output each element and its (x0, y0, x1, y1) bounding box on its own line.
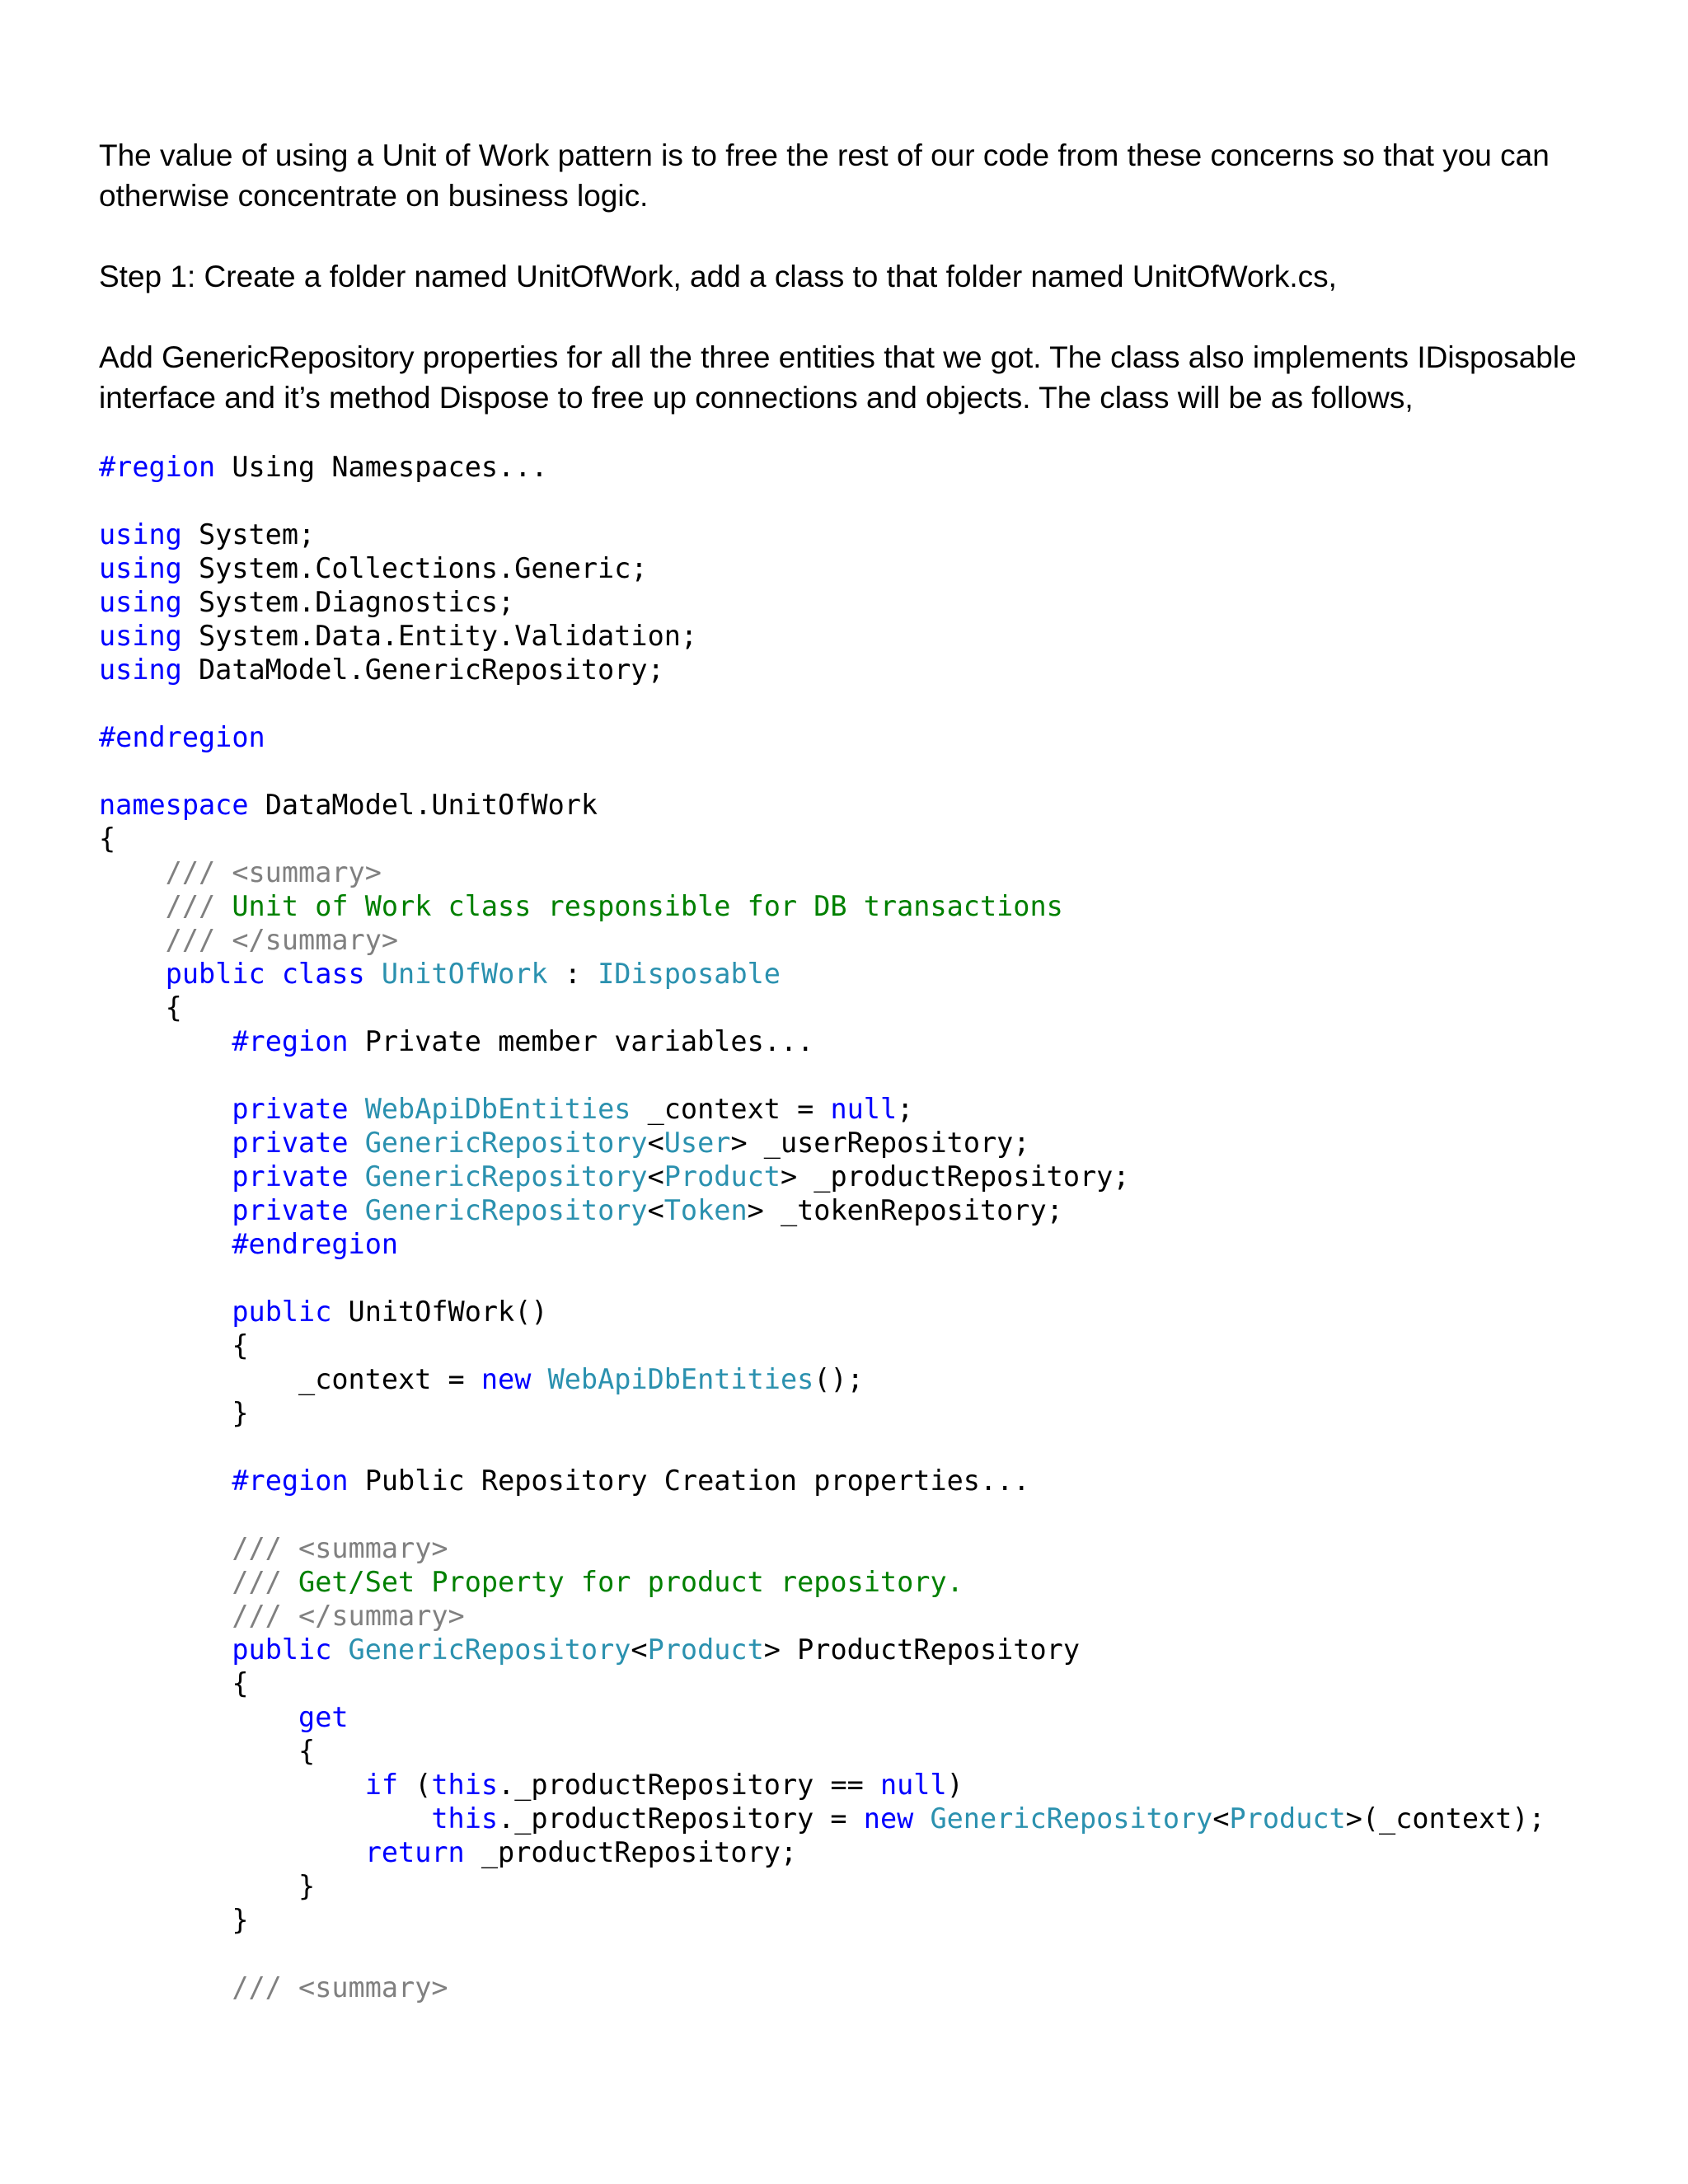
code-token: ( (398, 1769, 432, 1801)
code-token: { (99, 823, 116, 855)
code-line (99, 889, 1607, 923)
code-token: Get/Set Property for product repository. (281, 1566, 964, 1598)
code-token: using (99, 552, 182, 584)
code-token: get (298, 1701, 349, 1733)
code-token: private (232, 1160, 349, 1193)
code-line (99, 1903, 1607, 1937)
code-token: #endregion (232, 1228, 399, 1260)
code-token: { (99, 1329, 249, 1361)
code-line (99, 957, 1607, 991)
code-token: Product (663, 1160, 781, 1193)
code-line (99, 1362, 1607, 1396)
code-token: Private member variables... (348, 1025, 814, 1057)
code-line (99, 1835, 1607, 1869)
code-token: this (431, 1802, 499, 1835)
code-token: new (863, 1802, 914, 1835)
code-token: private (232, 1127, 349, 1159)
code-line (99, 1599, 1607, 1633)
code-token: /// (99, 890, 216, 922)
code-token: < (647, 1127, 664, 1159)
code-token: WebApiDbEntities (364, 1093, 631, 1125)
code-token: GenericRepository (364, 1194, 648, 1226)
code-token (99, 1228, 232, 1260)
code-line (99, 1802, 1607, 1835)
code-line (99, 619, 1607, 653)
code-line (99, 1024, 1607, 1058)
code-token: #endregion (99, 721, 265, 753)
code-token: private (232, 1093, 349, 1125)
code-token: Using Namespaces... (215, 451, 548, 483)
code-token: >(_context); (1345, 1802, 1545, 1835)
code-token: using (99, 586, 182, 618)
code-token: /// </summary> (99, 1600, 465, 1632)
code-token: System.Data.Entity.Validation; (181, 620, 698, 652)
code-token: ._productRepository == (498, 1769, 880, 1801)
code-line (99, 754, 1607, 788)
code-token: using (99, 654, 182, 686)
code-token (349, 1160, 365, 1193)
code-token: public (232, 1296, 332, 1328)
code-line (99, 822, 1607, 855)
code-line (99, 788, 1607, 822)
code-line (99, 484, 1607, 518)
code-token: User (663, 1127, 731, 1159)
code-line (99, 653, 1607, 687)
code-line (99, 1430, 1607, 1464)
code-line (99, 1971, 1607, 2004)
step-1-paragraph: Step 1: Create a folder named UnitOfWork, add a class to that folder named UnitOfWork.cs, (99, 260, 1337, 293)
code-token: new (481, 1363, 532, 1395)
code-token: WebApiDbEntities (547, 1363, 814, 1395)
code-line (99, 1058, 1607, 1092)
code-line (99, 450, 1607, 484)
code-token: if (364, 1769, 399, 1801)
code-token: /// <summary> (99, 1971, 448, 2004)
code-line (99, 923, 1607, 957)
code-token: { (99, 991, 182, 1024)
code-token: { (99, 1667, 249, 1699)
code-token: GenericRepository (930, 1802, 1213, 1835)
code-token: #region (232, 1025, 349, 1057)
code-token: > _tokenRepository; (747, 1194, 1063, 1226)
code-token: using (99, 620, 182, 652)
code-token: Token (663, 1194, 748, 1226)
code-token (913, 1802, 930, 1835)
code-line (99, 991, 1607, 1024)
code-token (349, 1093, 365, 1125)
code-line (99, 1869, 1607, 1903)
code-line (99, 1700, 1607, 1734)
code-line (99, 1193, 1607, 1227)
code-token (99, 1160, 232, 1193)
code-line (99, 1497, 1607, 1531)
code-token: public (232, 1633, 332, 1666)
code-token: } (99, 1870, 316, 1902)
code-token: UnitOfWork() (331, 1296, 548, 1328)
code-token (99, 1194, 232, 1226)
code-token: < (647, 1160, 664, 1193)
code-token: GenericRepository (364, 1160, 648, 1193)
code-token (349, 1194, 365, 1226)
code-line (99, 1329, 1607, 1362)
code-line (99, 1295, 1607, 1329)
code-token: #region (99, 451, 216, 483)
code-line (99, 1092, 1607, 1126)
code-token: IDisposable (598, 958, 781, 990)
document-body (99, 135, 1607, 2004)
code-token (99, 1701, 298, 1733)
code-token: > ProductRepository (763, 1633, 1080, 1666)
code-token: } (99, 1397, 249, 1429)
code-token: Product (647, 1633, 764, 1666)
code-token: DataModel.UnitOfWork (248, 789, 598, 821)
code-token: System.Diagnostics; (181, 586, 515, 618)
code-token: (); (814, 1363, 864, 1395)
code-token (531, 1363, 547, 1395)
code-token (331, 1633, 348, 1666)
code-token: System; (181, 518, 316, 551)
code-line (99, 1396, 1607, 1430)
code-line (99, 720, 1607, 754)
code-token (265, 958, 282, 990)
code-token (99, 958, 166, 990)
code-token: /// (99, 1566, 282, 1598)
code-line (99, 1666, 1607, 1700)
code-token (99, 1093, 232, 1125)
code-token: { (99, 1735, 316, 1767)
code-block (99, 450, 1607, 2004)
code-token: : (547, 958, 598, 990)
code-token: UnitOfWork (381, 958, 548, 990)
code-line (99, 518, 1607, 551)
code-token (365, 958, 382, 990)
code-token: _context = (99, 1363, 481, 1395)
code-token: > _productRepository; (780, 1160, 1130, 1193)
code-token: namespace (99, 789, 249, 821)
code-token: null (830, 1093, 898, 1125)
code-token: System.Collections.Generic; (181, 552, 648, 584)
code-token (99, 1802, 431, 1835)
code-token: ; (897, 1093, 914, 1125)
code-line (99, 1633, 1607, 1666)
code-token (99, 1296, 232, 1328)
code-token: null (879, 1769, 947, 1801)
code-token (99, 1465, 232, 1497)
code-token (349, 1127, 365, 1159)
code-token: Public Repository Creation properties... (348, 1465, 1030, 1497)
code-token (99, 1633, 232, 1666)
code-token: ._productRepository = (498, 1802, 864, 1835)
code-token (99, 1836, 365, 1868)
code-token: using (99, 518, 182, 551)
code-token: DataModel.GenericRepository; (181, 654, 664, 686)
code-line (99, 1565, 1607, 1599)
code-line (99, 687, 1607, 720)
code-token: _productRepository; (464, 1836, 798, 1868)
code-line (99, 1768, 1607, 1802)
code-line (99, 1227, 1607, 1261)
code-line (99, 551, 1607, 585)
code-line (99, 855, 1607, 889)
code-token: #region (232, 1465, 349, 1497)
code-token: GenericRepository (364, 1127, 648, 1159)
code-line (99, 1261, 1607, 1295)
code-token: > _userRepository; (730, 1127, 1030, 1159)
code-line (99, 585, 1607, 619)
code-line (99, 1464, 1607, 1497)
code-token: Unit of Work class responsible for DB transactions (215, 890, 1063, 922)
code-token: GenericRepository (348, 1633, 631, 1666)
description-paragraph: Add GenericRepository properties for all the three entities that we got. The class also implements IDisposable interface and it’s method Dispose to free up connections and objects. The class will be as follows, (99, 340, 1577, 415)
code-token: this (431, 1769, 499, 1801)
code-line (99, 1734, 1607, 1768)
code-token: private (232, 1194, 349, 1226)
code-line (99, 1126, 1607, 1160)
code-token (99, 1769, 365, 1801)
code-token (99, 1127, 232, 1159)
code-token: _context = (631, 1093, 831, 1125)
code-token: } (99, 1904, 249, 1936)
code-line (99, 1937, 1607, 1971)
code-token (99, 1025, 232, 1057)
code-token: Product (1229, 1802, 1346, 1835)
code-token: ) (946, 1769, 964, 1801)
code-token: < (1212, 1802, 1230, 1835)
code-token: /// </summary> (99, 924, 399, 956)
code-line (99, 1531, 1607, 1565)
code-token: < (631, 1633, 648, 1666)
intro-paragraph: The value of using a Unit of Work pattern is to free the rest of our code from these concerns so that you can otherwise concentrate on business logic. (99, 138, 1550, 213)
code-token: public (165, 958, 265, 990)
code-token: class (281, 958, 365, 990)
code-token: /// <summary> (99, 856, 382, 888)
code-token: return (364, 1836, 465, 1868)
code-token: < (647, 1194, 664, 1226)
code-token: /// <summary> (99, 1532, 448, 1564)
code-line (99, 1160, 1607, 1193)
